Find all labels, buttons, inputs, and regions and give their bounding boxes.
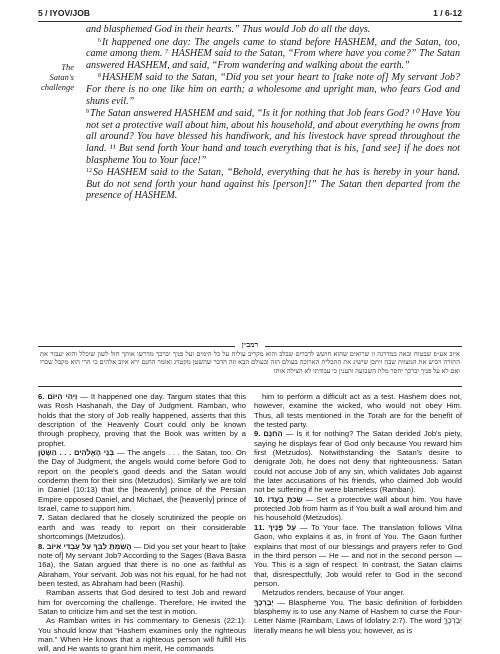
commentary-lemma: 11. עַל פָּנֶיךָ (254, 522, 297, 532)
commentary-divider (38, 386, 462, 387)
verse-number: 8 (98, 73, 101, 80)
commentary-entry (254, 429, 462, 494)
commentary-lemma: בְּנֵי הָאֱלֹהִים . . . הַשָּׂטָן (38, 448, 115, 458)
commentary-body: — The angels . . . the Satan, too. On the Day of Judgment, the angels would come before God to report on the people's good deeds and the Satan would condemn them for their sins (Metzudos). Similarly we are told in Daniel (10:13) that the [heavenly] prince of the Persian Empire opposed Daniel, and Michael, the [heavenly] prince of Israel, came to support him. (38, 448, 246, 514)
page-header (38, 8, 462, 20)
translation-text (86, 24, 460, 202)
verse-number: 9 (86, 109, 89, 116)
commentary-entry (254, 495, 462, 523)
commentary-entry (38, 616, 246, 653)
commentary-entry (38, 448, 246, 513)
header-book-title: 5 / IYOV/JOB (38, 8, 90, 18)
side-note: The Satan's challenge (40, 62, 74, 92)
commentary-lemma: 9. הַחִנָּם (254, 429, 283, 439)
translation-paragraph: $^{12}$So HASHEM said to the Satan, “Behold, everything that he has is hereby in your hand. But do not send forth your hand against his [person]!” The Satan then departed from the presence of HASHEM. (86, 167, 460, 202)
commentary-lemma: 8. הֲשַׂמְתָּ לִבְּךָ עַל עַבְדִּי אִיּוֹב (38, 541, 132, 551)
commentary-body: As Ramban writes in his commentary to Genesis (22:1): You should know that “Hashem examines only the righteous man.” When He knows that a righteous person will fulfill His will, and He wants to grant him merit, He commands (38, 616, 246, 654)
ramban-heading: רמב״ן (235, 340, 265, 349)
commentary-column-right (254, 392, 462, 635)
commentary-body: — Blaspheme You. The basic definition of forbidden blasphemy is to use any Name of Hashem to curse the Four-Letter Name (Rambam, Laws of Idolatry 2:7). The word יְבָרְכֶךָּ literally means he will bless you; however, as is (254, 597, 462, 635)
commentary-lemma: 6. וַיְהִי הַיּוֹם (38, 392, 78, 401)
commentary-entry (254, 588, 462, 597)
commentary-lemma: 10. שַׂכְתָּ בַעֲדוֹ (254, 494, 303, 504)
commentary-lemma: 7. (38, 513, 45, 523)
header-chapter-verses: 1 / 6-12 (433, 8, 462, 18)
commentary-body: — Is it for nothing? The Satan derided Job's piety, saying he displays fear of God only because You reward him first (Metzudos). Notwithstanding the Satan's desire to denigrate Job, he does not deny that righteousness. Satan could not accuse Job of any sin, which validates Job against the later accusations of his friends, who claimed Job would not be suffering if he were blameless (Ramban). (254, 429, 462, 495)
commentary-column-left (38, 392, 246, 654)
verse-number: 12 (86, 168, 92, 175)
commentary-entry (38, 513, 246, 541)
ramban-commentary: איוב אע״פ שבטוח ובאה במדרגה זו שרואים שהוא חושש לדברים שבלב והוא מקריב עולות על כל הימים ועל פניך יברכך מדרשו אותך חזל לשון שיכלל והוא יעבור את התורה ויביש את המצוות שבה ויתכן שישיג את התכלית הארוכה בעולם הזה ובעולם הבא וזה הדבר שהשטן מקטרג ואומר החנם ירא איוב אלהים כי הרי הוא מקבל שכרו ואם לא על פניך יברכך יחסר מלת השבועה והענין כי עבודתו לא הצילה אותו (40, 351, 460, 375)
commentary-entry (254, 523, 462, 588)
commentary-body: — Set a protective wall about him. You have protected Job from harm as if You built a wall around him and his household (Metzudos). (254, 494, 463, 523)
translation-paragraph: $^9$The Satan answered HASHEM and said, “Is it for nothing that Job fears God? ¹⁰ Have You not set a protective wall about him, about his household, and about everything he owns from all around? You have blessed his handiwork, and his livestock have spread throughout the land. ¹¹ But send forth Your hand and touch everything that is his, [and see] if he does not blaspheme You to Your face!” (86, 108, 460, 166)
translation-paragraph: $^8$HASHEM said to the Satan, “Did you set your heart to [take note of] My servant Job? For there is no one like him on earth; a wholesome and upright man, who fears God and shuns evil.” (86, 72, 460, 107)
commentary-body: — It happened one day. Targum states that this was Rosh Hashanah, the Day of Judgment. Ramban, who holds that the story of Job really happened, asserts that this description of the Heavenly Court could only be known through prophecy, proving that the Book was written by a prophet. (38, 392, 246, 448)
commentary-body: Satan declared that he closely scrutinized the people on earth and was ready to report on their considerable shortcomings (Metzudos). (38, 513, 246, 542)
commentary-entry (38, 392, 246, 448)
verse-number: 6 (98, 37, 101, 44)
commentary-entry (38, 542, 246, 589)
commentary-entry (38, 588, 246, 616)
commentary-entry (254, 598, 462, 635)
commentary-lemma: יְבָרְכֶךָּ (254, 597, 274, 607)
commentary-body: — Did you set your heart to [take note of] My servant Job? According to the Sages (Bava Basra 16a), the Satan argued that there is no one as faithful as Abraham, Your servant. Job was not his equal, for he had not been tested, as Abraham had been (Rashi). (38, 541, 246, 588)
header-divider (38, 21, 462, 22)
commentary-body: Ramban asserts that God desired to test Job and reward him for overcoming the challenge. Therefore, He invited the Satan to criticize him and set the test in motion. (38, 588, 246, 616)
translation-paragraph: and blasphemed God in their hearts.” Thus would Job do all the days. (86, 24, 371, 35)
commentary-body: him to perform a difficult act as a test. Hashem does not, however, examine the wicked, who would not obey Him. Thus, all tests mentioned in the Torah are for the benefit of the tested party. (254, 392, 462, 430)
commentary-body: — To Your face. The translation follows Vilna Gaon, who explains it as, in front of You. The Gaon further explains that most of our blessings and prayers refer to God in the third person — He — and not in the second person — You. This is a sign of respect. In contrast, the Satan claims that, disrespectfully, Job would refer to God in the second person. (254, 522, 462, 588)
commentary-body: Metzudos renders, because of Your anger. (262, 588, 405, 598)
translation-paragraph: $^6$It happened one day: The angels came to stand before HASHEM, and the Satan, too, came among them. ⁷ HASHEM said to the Satan, “From where have you come?” The Satan answered HASHEM, and said, “From wandering and walking about the earth.” (86, 36, 460, 71)
commentary-entry (254, 392, 462, 429)
